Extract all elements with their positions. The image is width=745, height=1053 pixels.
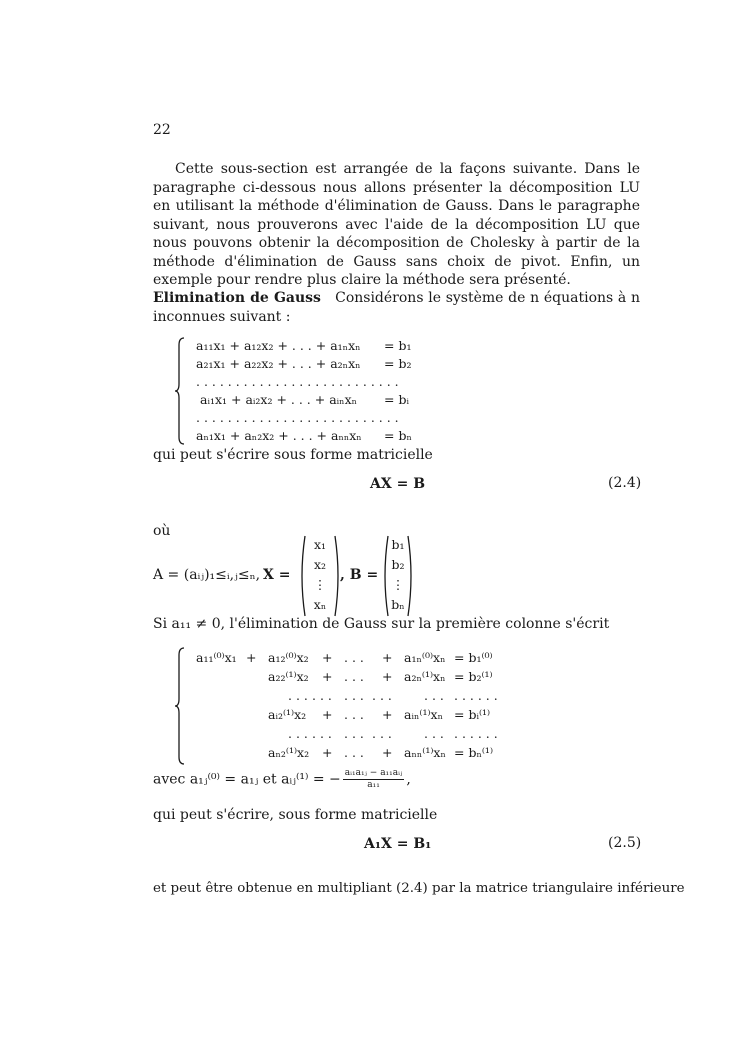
s2-cell: + [322,669,333,684]
s2-dots: . . . [424,688,444,703]
page-number: 22 [153,122,171,138]
s2-cell: aₙₙ⁽¹⁾xₙ [404,745,446,760]
pivot-text: Si a₁₁ ≠ 0, l'élimination de Gauss sur la première colonne s'écrit [153,616,610,632]
s2-cell: + [382,707,393,722]
s2-dots: . . . . . . [454,726,498,741]
s2-dots: . . . [372,726,392,741]
avec-tail: , [406,771,411,788]
system1-row-lhs: aᵢ₁x₁ + aᵢ₂x₂ + . . . + aᵢₙxₙ [200,392,358,407]
matrix-form-text-2: qui peut s'écrire, sous forme matricielle [153,807,438,823]
s2-cell: = b₂⁽¹⁾ [454,669,493,684]
s2-cell: a₂ₙ⁽¹⁾xₙ [404,669,446,684]
s2-cell: + [322,745,333,760]
system1-row-lhs: aₙ₁x₁ + aₙ₂x₂ + . . . + aₙₙxₙ [196,428,362,443]
s2-cell: = bᵢ⁽¹⁾ [454,707,491,722]
left-brace-system2 [174,647,186,765]
s2-cell: + [382,745,393,760]
s2-cell: + [246,650,257,665]
s2-cell: + [322,650,333,665]
s2-cell: aᵢₙ⁽¹⁾xₙ [404,707,443,722]
b-entry: ⋮ [391,577,405,592]
closing-text: et peut être obtenue en multipliant (2.4) par la matrice triangulaire inférieure [153,881,685,896]
section-lead: Considérons le système de n équations à n inconnues suivant : [153,290,641,325]
s2-cell: a₁₂⁽⁰⁾x₂ [268,650,309,665]
x-vector [305,537,335,617]
x-entry: ⋮ [313,577,327,592]
s2-dots: . . . [288,688,308,703]
section-title: Elimination de Gauss [153,290,321,306]
ou-text: où [153,523,171,539]
matrix-form-text: qui peut s'écrire sous forme matricielle [153,447,433,463]
equation-2-5-label: (2.5) [608,835,642,851]
b-vector [386,537,410,617]
s2-dots: . . . . . . [454,688,498,703]
equation-2-4-label: (2.4) [608,475,642,491]
s2-cell: aₙ₂⁽¹⁾x₂ [268,745,310,760]
left-brace-system1 [174,337,186,445]
system1-row-lhs: a₂₁x₁ + a₂₂x₂ + . . . + a₂ₙxₙ [196,356,361,371]
s2-cell: . . . [344,669,364,684]
system1-dots: . . . . . . . . . . . . . . . . . . . . . . . . . . [196,410,399,425]
fraction-numerator: aᵢ₁a₁ⱼ − a₁₁aᵢⱼ [344,768,403,778]
b-entry: b₂ [391,557,405,572]
x-entry: xₙ [313,597,327,612]
s2-cell: = bₙ⁽¹⁾ [454,745,494,760]
fraction [343,768,405,791]
system1-row-lhs: a₁₁x₁ + a₁₂x₂ + . . . + a₁ₙxₙ [196,338,361,353]
s2-cell: . . . [344,707,364,722]
system1-dots: . . . . . . . . . . . . . . . . . . . . . . . . . . [196,374,399,389]
s2-dots: . . . [424,726,444,741]
s2-dots: . . . [344,726,364,741]
s2-cell: a₁₁⁽⁰⁾x₁ [196,650,237,665]
s2-cell: + [322,707,333,722]
fraction-denominator: a₁₁ [367,780,380,790]
s2-dots: . . . [344,688,364,703]
b-entry: b₁ [391,537,405,552]
x-label: X = [263,567,291,583]
system1-row-rhs: = b₂ [384,356,412,371]
a-definition: A = (aᵢⱼ)₁≤ᵢ,ⱼ≤ₙ, [153,567,261,583]
equation-2-5: A₁X = B₁ [364,836,432,852]
x-entry: x₂ [313,557,327,572]
equation-2-4: AX = B [370,476,426,492]
s2-cell: a₂₂⁽¹⁾x₂ [268,669,309,684]
s2-cell: aᵢ₂⁽¹⁾x₂ [268,707,307,722]
s2-cell: . . . [344,745,364,760]
s2-cell: + [382,669,393,684]
s2-cell: . . . [344,650,364,665]
s2-dots: . . . [312,688,332,703]
system2 [196,650,496,762]
s2-dots: . . . [288,726,308,741]
b-entry: bₙ [391,597,405,612]
avec-text: avec a₁ⱼ⁽⁰⁾ = a₁ⱼ et aᵢⱼ⁽¹⁾ = − [153,771,341,788]
s2-cell: a₁ₙ⁽⁰⁾xₙ [404,650,446,665]
s2-cell: = b₁⁽⁰⁾ [454,650,493,665]
x-entry: x₁ [313,537,327,552]
system1-row-rhs: = bᵢ [384,392,409,407]
avec-line [153,768,411,791]
s2-cell: + [382,650,393,665]
system1-row-rhs: = b₁ [384,338,412,353]
intro-paragraph: Cette sous-section est arrangée de la façons suivante. Dans le paragraphe ci-dessous nous allons présenter la décomposition LU en utilisant la méthode d'élimination de Gauss. Dans le paragraphe suivant, nous prouverons avec l'aide de la décomposition LU que nous pouvons obtenir la décomposition de Cholesky à partir de la méthode d'élimination de Gauss sans choix de pivot. Enfin, un exemple pour rendre plus claire la méthode sera présenté. [153,161,640,288]
section-paragraph [153,289,640,326]
s2-dots: . . . [372,688,392,703]
s2-dots: . . . [312,726,332,741]
system1-row-rhs: = bₙ [384,428,412,443]
b-label: , B = [340,567,379,583]
